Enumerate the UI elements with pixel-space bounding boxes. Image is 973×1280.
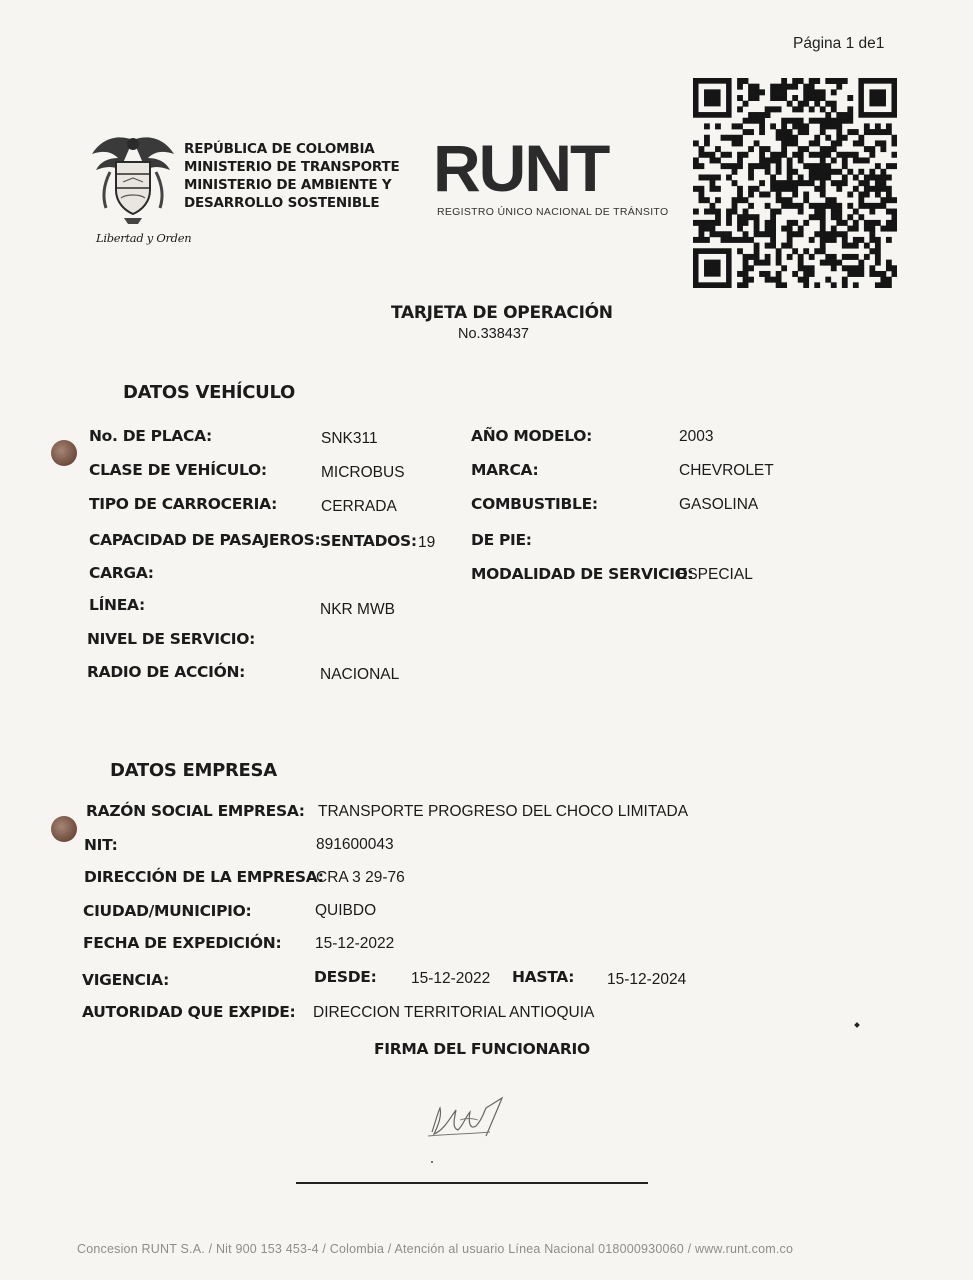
ministry-line-4: DESARROLLO SOSTENIBLE [184,195,380,211]
razon-label: RAZÓN SOCIAL EMPRESA: [86,802,305,820]
capacidad-label: CAPACIDAD DE PASAJEROS: [89,531,321,549]
stray-mark [854,1022,860,1028]
runt-logo: RUNT [433,131,609,205]
qr-code-icon [693,78,897,288]
company-section-title: DATOS EMPRESA [110,760,277,781]
linea-value: NKR MWB [320,601,395,618]
page-indicator: Página 1 de1 [793,35,885,52]
hasta-label: HASTA: [512,968,575,986]
signature [420,1090,515,1145]
clase-value: MICROBUS [321,464,405,481]
ministry-line-3: MINISTERIO DE AMBIENTE Y [184,177,392,193]
autoridad-value: DIRECCION TERRITORIAL ANTIOQUIA [313,1004,595,1021]
sentados-value: 19 [418,534,436,551]
nivel-label: NIVEL DE SERVICIO: [87,630,256,648]
signature-label: FIRMA DEL FUNCIONARIO [374,1040,590,1058]
ministry-line-1: REPÚBLICA DE COLOMBIA [184,141,375,157]
motto: Libertad y Orden [96,231,192,245]
marca-value: CHEVROLET [679,462,774,479]
autoridad-label: AUTORIDAD QUE EXPIDE: [82,1003,296,1021]
signature-line [296,1182,648,1184]
coat-of-arms-icon [88,132,178,230]
nit-value: 891600043 [316,836,394,853]
clase-label: CLASE DE VEHÍCULO: [89,461,267,479]
modalidad-value: ESPECIAL [677,566,753,583]
placa-label: No. DE PLACA: [89,427,212,445]
nit-label: NIT: [84,836,118,854]
carga-label: CARGA: [89,564,154,582]
desde-value: 15-12-2022 [411,970,491,987]
modalidad-label: MODALIDAD DE SERVICIO: [471,565,694,583]
combustible-label: COMBUSTIBLE: [471,495,598,513]
carroceria-value: CERRADA [321,498,397,515]
fecha-value: 15-12-2022 [315,935,395,952]
marca-label: MARCA: [471,461,539,479]
vehicle-section-title: DATOS VEHÍCULO [123,382,296,403]
radio-label: RADIO DE ACCIÓN: [87,663,246,681]
footer-text: Concesion RUNT S.A. / Nit 900 153 453-4 / Colombia / Atención al usuario Línea Nacional 018000930060 / www.runt.com.co [77,1242,794,1256]
direccion-value: CRA 3 29-76 [316,869,405,886]
fecha-label: FECHA DE EXPEDICIÓN: [83,934,282,952]
depie-label: DE PIE: [471,531,532,549]
linea-label: LÍNEA: [89,596,145,614]
razon-value: TRANSPORTE PROGRESO DEL CHOCO LIMITADA [318,803,689,820]
direccion-label: DIRECCIÓN DE LA EMPRESA: [84,868,324,886]
carroceria-label: TIPO DE CARROCERIA: [89,495,277,513]
ciudad-label: CIUDAD/MUNICIPIO: [83,902,252,920]
vigencia-label: VIGENCIA: [82,971,169,989]
coat-of-arms [88,132,178,230]
document-title: TARJETA DE OPERACIÓN [391,303,613,323]
punch-hole [51,440,77,466]
document-number: No.338437 [458,326,529,342]
ciudad-value: QUIBDO [315,902,377,919]
signature-icon [420,1090,515,1145]
sentados-label: SENTADOS: [320,532,417,550]
ink-dot [431,1161,433,1163]
modelo-value: 2003 [679,428,714,445]
ministry-line-2: MINISTERIO DE TRANSPORTE [184,159,400,175]
radio-value: NACIONAL [320,666,400,683]
runt-logo-subtitle: REGISTRO ÚNICO NACIONAL DE TRÁNSITO [437,206,669,218]
qr-code [693,78,897,288]
placa-value: SNK311 [321,430,378,447]
combustible-value: GASOLINA [679,496,759,513]
ministry-block [184,140,400,212]
hasta-value: 15-12-2024 [607,971,687,988]
punch-hole [51,816,77,842]
desde-label: DESDE: [314,968,377,986]
modelo-label: AÑO MODELO: [471,427,592,445]
